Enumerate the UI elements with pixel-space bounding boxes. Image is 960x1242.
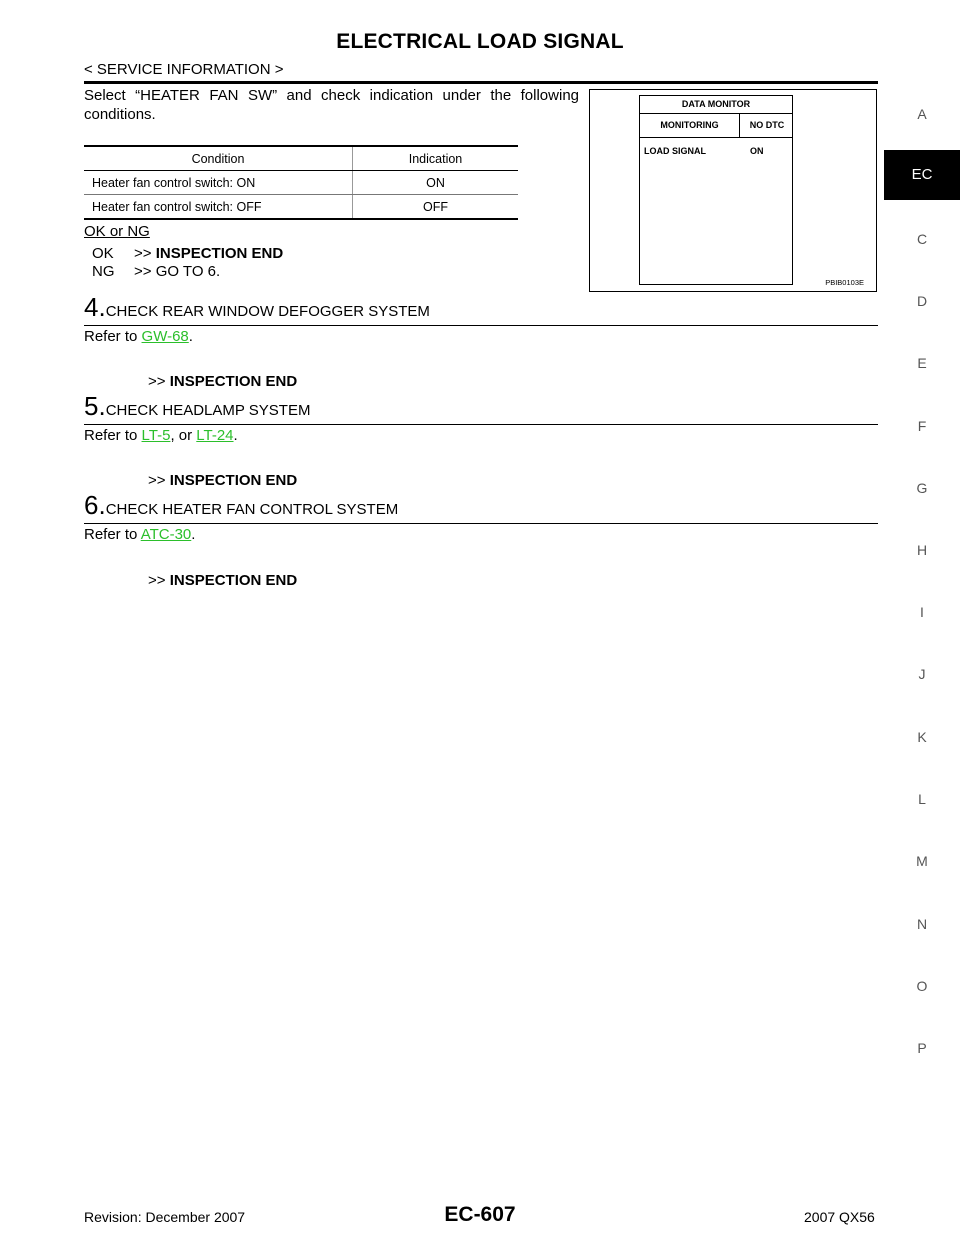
figure-id: PBIB0103E xyxy=(825,278,864,287)
step-6-end xyxy=(148,572,297,589)
result-text: INSPECTION END xyxy=(155,245,284,262)
step-4-reference xyxy=(84,328,193,345)
table-cell-condition: Heater fan control switch: ON xyxy=(84,171,353,195)
result-arrow: >> xyxy=(134,245,152,262)
step-5-heading xyxy=(84,391,310,422)
refer-prefix: Refer to xyxy=(84,526,141,543)
page-title: ELECTRICAL LOAD SIGNAL xyxy=(336,30,624,53)
ok-ng-label: OK or NG xyxy=(84,223,150,240)
step-title: CHECK REAR WINDOW DEFOGGER SYSTEM xyxy=(105,303,430,320)
side-tab-h[interactable]: H xyxy=(916,542,928,558)
end-arrow: >> xyxy=(148,572,166,589)
side-tab-j[interactable]: J xyxy=(918,666,926,682)
link-gw-68[interactable]: GW-68 xyxy=(141,328,189,345)
condition-table xyxy=(84,145,518,220)
link-atc-30[interactable]: ATC-30 xyxy=(140,526,192,543)
monitor-col-monitoring: MONITORING xyxy=(640,114,740,137)
side-tab-m[interactable]: M xyxy=(916,853,928,869)
header-divider xyxy=(84,81,878,84)
table-cell-indication: OFF xyxy=(353,195,519,220)
side-tab-i[interactable]: I xyxy=(920,604,924,620)
footer-model: 2007 QX56 xyxy=(804,1209,875,1225)
refer-prefix: Refer to xyxy=(84,427,142,444)
result-ng xyxy=(92,263,220,280)
step-5-reference xyxy=(84,427,238,444)
side-tab-l[interactable]: L xyxy=(918,791,926,807)
end-text: INSPECTION END xyxy=(169,572,298,589)
side-tab-g[interactable]: G xyxy=(916,480,928,496)
end-text: INSPECTION END xyxy=(169,373,298,390)
monitor-col-status: NO DTC xyxy=(749,120,785,130)
intro-paragraph: Select “HEATER FAN SW” and check indication under the following conditions. xyxy=(84,87,579,123)
end-text: INSPECTION END xyxy=(169,472,298,489)
table-cell-indication: ON xyxy=(353,171,519,195)
side-tab-p[interactable]: P xyxy=(917,1040,927,1056)
table-header-condition: Condition xyxy=(84,146,353,171)
refer-suffix: . xyxy=(191,526,196,543)
step-6-heading xyxy=(84,490,398,521)
step-divider xyxy=(84,424,878,425)
side-tab-a[interactable]: A xyxy=(917,106,927,122)
section-subtitle: < SERVICE INFORMATION > xyxy=(84,61,284,78)
footer-page-number: EC-607 xyxy=(444,1203,516,1226)
monitor-row-label: LOAD SIGNAL xyxy=(644,146,706,156)
monitor-row xyxy=(644,146,789,156)
step-divider xyxy=(84,325,878,326)
side-tab-e[interactable]: E xyxy=(917,355,927,371)
step-number: 5. xyxy=(84,391,106,421)
side-tab-c[interactable]: C xyxy=(916,231,928,247)
step-number: 6. xyxy=(84,490,106,520)
side-tab-n[interactable]: N xyxy=(916,916,928,932)
link-lt-24[interactable]: LT-24 xyxy=(196,427,234,444)
table-row xyxy=(84,195,518,220)
step-divider xyxy=(84,523,878,524)
table-row xyxy=(84,171,518,195)
side-tab-ec[interactable]: EC xyxy=(884,150,960,200)
end-arrow: >> xyxy=(148,373,166,390)
table-cell-condition: Heater fan control switch: OFF xyxy=(84,195,353,220)
monitor-header xyxy=(640,114,792,138)
table-header-indication: Indication xyxy=(353,146,519,171)
monitor-screen xyxy=(639,95,793,285)
step-title: CHECK HEATER FAN CONTROL SYSTEM xyxy=(105,501,399,518)
monitor-title: DATA MONITOR xyxy=(640,96,792,114)
step-number: 4. xyxy=(84,292,106,322)
result-key: NG xyxy=(92,263,115,280)
side-tab-k[interactable]: K xyxy=(917,729,927,745)
side-tab-f[interactable]: F xyxy=(917,418,927,434)
side-tab-d[interactable]: D xyxy=(916,293,928,309)
step-6-reference xyxy=(84,526,195,543)
link-lt-5[interactable]: LT-5 xyxy=(141,427,171,444)
step-4-end xyxy=(148,373,297,390)
footer-revision: Revision: December 2007 xyxy=(84,1209,246,1225)
result-text: GO TO 6. xyxy=(155,263,221,280)
end-arrow: >> xyxy=(148,472,166,489)
result-ok xyxy=(92,245,283,262)
result-key: OK xyxy=(92,245,114,262)
refer-suffix: . xyxy=(233,427,238,444)
refer-prefix: Refer to xyxy=(84,328,142,345)
monitor-row-value: ON xyxy=(750,146,764,156)
refer-suffix: . xyxy=(188,328,193,345)
step-title: CHECK HEADLAMP SYSTEM xyxy=(105,402,311,419)
result-arrow: >> xyxy=(134,263,152,280)
refer-joiner: , or xyxy=(170,427,197,444)
step-4-heading xyxy=(84,292,430,323)
data-monitor-figure xyxy=(589,89,877,292)
step-5-end xyxy=(148,472,297,489)
side-tab-o[interactable]: O xyxy=(916,978,928,994)
